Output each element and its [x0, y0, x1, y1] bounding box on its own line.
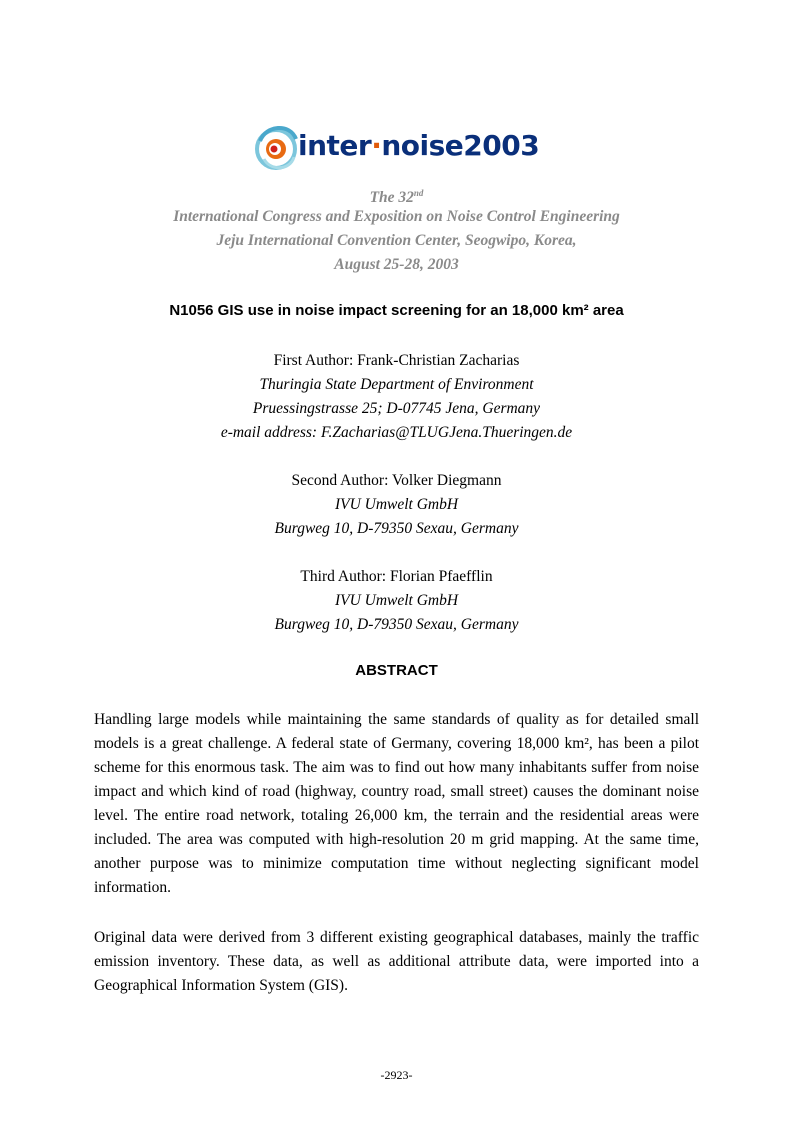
- author-affiliation: IVU Umwelt GmbH: [334, 592, 459, 609]
- author-affiliation: IVU Umwelt GmbH: [334, 496, 459, 513]
- author-address: Burgweg 10, D-79350 Sexau, Germany: [274, 616, 519, 633]
- conference-ordinal-suffix: nd: [413, 188, 424, 198]
- author-block-second: [0, 469, 793, 541]
- page-number: -2923-: [380, 1068, 413, 1082]
- conference-name: International Congress and Exposition on Noise Control Engineering: [173, 208, 620, 225]
- logo-text-inter: inter: [298, 129, 372, 162]
- swirl-logo-icon: [254, 119, 302, 177]
- author-address: Pruessingstrasse 25; D-07745 Jena, Germany: [252, 400, 541, 417]
- logo-text-noise: noise: [381, 129, 464, 162]
- author-name: Second Author: Volker Diegmann: [291, 472, 502, 489]
- conference-logo: [254, 119, 544, 179]
- paper-title: N1056 GIS use in noise impact screening for an 18,000 km² area: [169, 302, 624, 319]
- author-address: Burgweg 10, D-79350 Sexau, Germany: [274, 520, 519, 537]
- conference-ordinal-text: The 32: [369, 189, 414, 207]
- logo-text-year: 2003: [463, 129, 540, 162]
- author-name: Third Author: Florian Pfaefflin: [300, 568, 493, 585]
- author-block-first: [0, 349, 793, 445]
- author-email: e-mail address: F.Zacharias@TLUGJena.Thueringen.de: [220, 424, 573, 441]
- author-name: First Author: Frank-Christian Zacharias: [273, 352, 520, 369]
- logo-wordmark: [298, 129, 539, 162]
- conference-venue: Jeju International Convention Center, Seogwipo, Korea,: [216, 232, 577, 249]
- abstract-paragraph-2: Original data were derived from 3 different existing geographical databases, mainly the traffic emission inventory. These data, as well as additional attribute data, were imported into a Geographical Information System (GIS).: [94, 929, 699, 994]
- conference-date: August 25-28, 2003: [334, 256, 459, 273]
- abstract-paragraph-1: Handling large models while maintaining the same standards of quality as for detailed small models is a great challenge. A federal state of Germany, covering 18,000 km², has been a pilot scheme for this enormous task. The aim was to find out how many inhabitants suffer from noise impact and which kind of road (highway, country road, small street) causes the dominant noise level. The entire road network, totaling 26,000 km, the terrain and the residential areas were included. The area was computed with high-resolution 20 m grid mapping. At the same time, another purpose was to minimize computation time without neglecting significant model information.: [94, 711, 699, 896]
- author-affiliation: Thuringia State Department of Environment: [259, 376, 534, 393]
- logo-text-dot: ·: [371, 129, 382, 162]
- author-block-third: [0, 565, 793, 637]
- abstract-heading: ABSTRACT: [355, 662, 438, 679]
